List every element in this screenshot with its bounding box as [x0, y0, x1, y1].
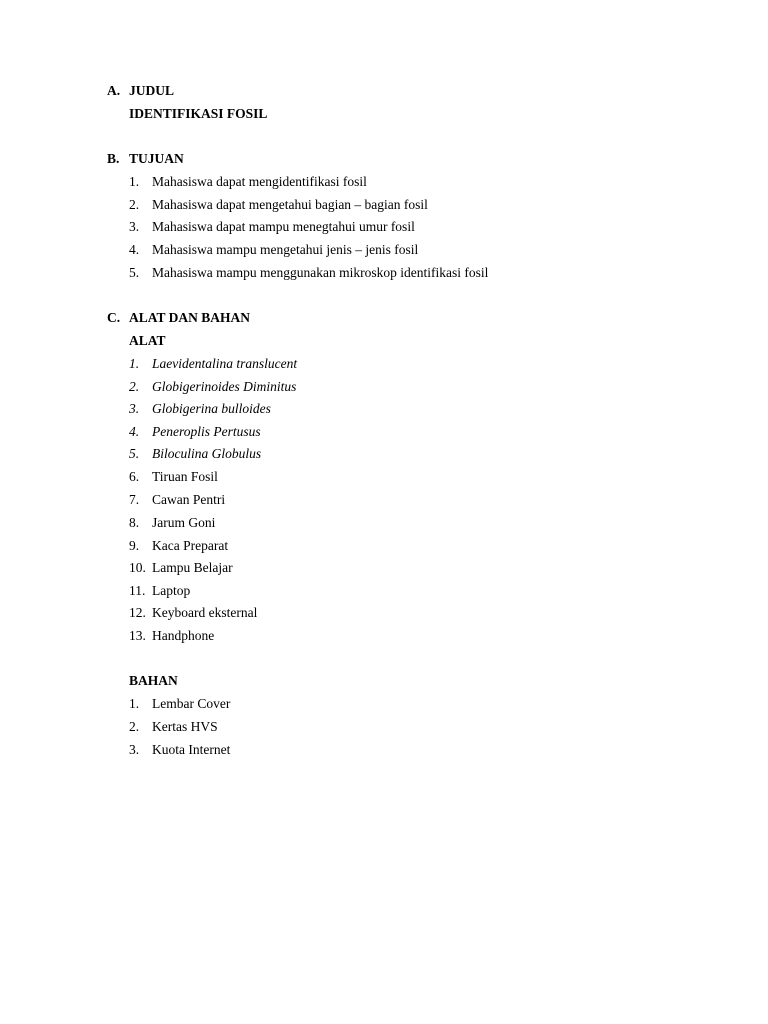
bahan-item-number: 2. [129, 719, 140, 734]
alat-item-text: Laptop [152, 583, 191, 598]
alat-item-text: Globigerinoides Diminitus [152, 379, 297, 394]
alat-item-text: Tiruan Fosil [152, 469, 218, 484]
tujuan-item-text: Mahasiswa dapat mengetahui bagian – bagian fosil [152, 197, 428, 212]
alat-item-text: Lampu Belajar [152, 560, 233, 575]
section-a-letter: A. [107, 83, 121, 98]
alat-item-number: 13. [129, 628, 146, 643]
tujuan-item-number: 2. [129, 197, 140, 212]
bahan-item-text: Kertas HVS [152, 719, 218, 734]
section-c-letter: C. [107, 310, 121, 325]
section-b-heading: TUJUAN [129, 151, 184, 166]
alat-item-text: Keyboard eksternal [152, 605, 258, 620]
alat-item-text: Peneroplis Pertusus [152, 424, 261, 439]
alat-item-text: Globigerina bulloides [152, 401, 271, 416]
section-b-letter: B. [107, 151, 120, 166]
alat-item-text: Cawan Pentri [152, 492, 226, 507]
section-c-heading: ALAT DAN BAHAN [129, 310, 251, 325]
bahan-item-number: 1. [129, 696, 140, 711]
tujuan-item-text: Mahasiswa mampu menggunakan mikroskop identifikasi fosil [152, 265, 489, 280]
tujuan-item-number: 4. [129, 242, 140, 257]
alat-item-text: Jarum Goni [152, 515, 216, 530]
tujuan-item-text: Mahasiswa mampu mengetahui jenis – jenis fosil [152, 242, 419, 257]
bahan-item-text: Kuota Internet [152, 742, 231, 757]
alat-item-number: 1. [129, 356, 140, 371]
alat-item-number: 4. [129, 424, 140, 439]
alat-item-number: 7. [129, 492, 140, 507]
alat-item-number: 3. [129, 401, 140, 416]
document-title: IDENTIFIKASI FOSIL [129, 106, 268, 121]
alat-item-number: 9. [129, 538, 140, 553]
bahan-heading: BAHAN [129, 673, 178, 688]
bahan-item-number: 3. [129, 742, 140, 757]
tujuan-item-text: Mahasiswa dapat mampu menegtahui umur fosil [152, 219, 415, 234]
tujuan-item-number: 3. [129, 219, 140, 234]
alat-item-text: Handphone [152, 628, 215, 643]
alat-item-text: Laevidentalina translucent [152, 356, 298, 371]
alat-item-text: Kaca Preparat [152, 538, 229, 553]
tujuan-item-text: Mahasiswa dapat mengidentifikasi fosil [152, 174, 367, 189]
alat-item-number: 2. [129, 379, 140, 394]
alat-item-number: 8. [129, 515, 140, 530]
tujuan-item-number: 1. [129, 174, 140, 189]
alat-item-number: 12. [129, 605, 146, 620]
bahan-item-text: Lembar Cover [152, 696, 231, 711]
tujuan-item-number: 5. [129, 265, 140, 280]
section-a-heading: JUDUL [129, 83, 175, 98]
alat-item-number: 11. [129, 583, 146, 598]
alat-item-number: 5. [129, 446, 140, 461]
alat-heading: ALAT [129, 333, 166, 348]
alat-item-text: Biloculina Globulus [152, 446, 262, 461]
alat-item-number: 10. [129, 560, 146, 575]
alat-item-number: 6. [129, 469, 140, 484]
